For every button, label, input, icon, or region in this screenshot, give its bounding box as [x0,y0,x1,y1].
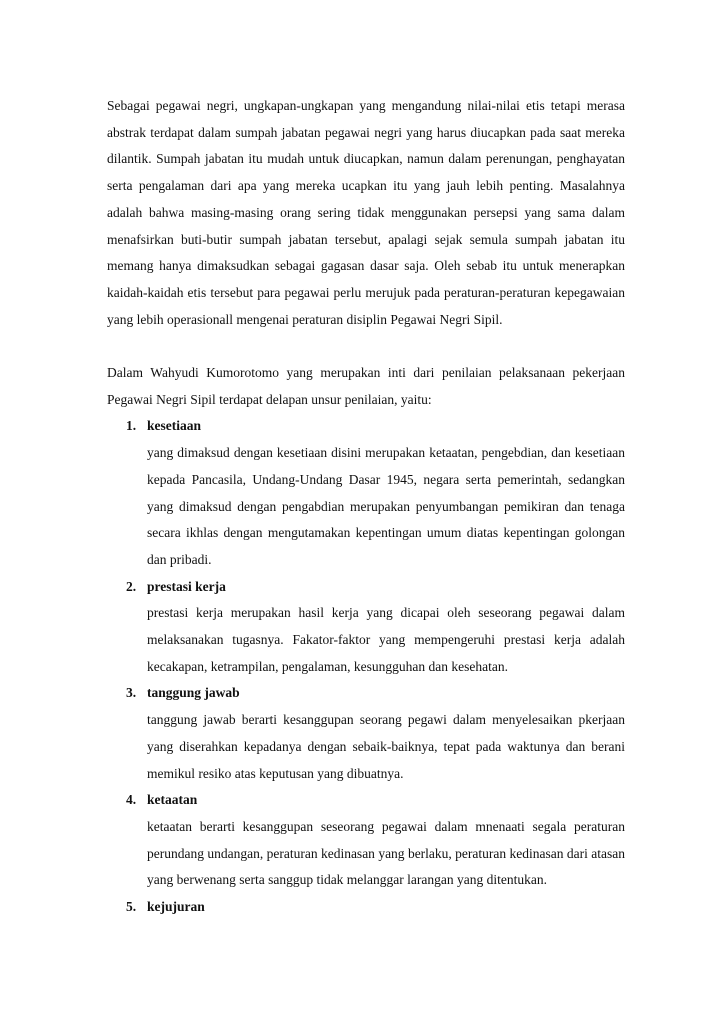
list-item [107,894,625,921]
item-title: prestasi kerja [147,578,226,594]
item-body: tanggung jawab berarti kesanggupan seorang pegawi dalam menyelesaikan pkerjaan yang diserahkan kepadanya dengan sebaik-baiknya, tepat pada waktunya dan berani memikul resiko atas keputusan yang dibuatnya. [147,712,625,781]
item-body: yang dimaksud dengan kesetiaan disini merupakan ketaatan, pengebdian, dan kesetiaan kepada Pancasila, Undang-Undang Dasar 1945, negara serta pemerintah, sedangkan yang dimaksud dengan pengabdian merupakan penyumbangan pemikiran dan tenaga secara ikhlas dengan mengutamakan kepentingan umum diatas kepentingan golongan dan pribadi. [147,445,625,567]
item-number: 5. [126,899,137,915]
paragraph-criteria-intro: Dalam Wahyudi Kumorotomo yang merupakan inti dari penilaian pelaksanaan pekerjaan Pegawai Negri Sipil terdapat delapan unsur penilaian, yaitu: [107,365,625,407]
list-item [107,574,625,681]
paragraph-intro: Sebagai pegawai negri, ungkapan-ungkapan yang mengandung nilai-nilai etis tetapi merasa abstrak terdapat dalam sumpah jabatan pegawai negri yang harus diucapkan pada saat mereka dilantik. Sumpah jabatan itu mudah untuk diucapkan, namun dalam perenungan, penghayatan serta pengalaman dari apa yang mereka ucapkan itu yang jauh lebih penting. Masalahnya adalah bahwa masing-masing orang sering tidak menggunakan persepsi yang sama dalam menafsirkan buti-butir sumpah jabatan tersebut, apalagi sejak semula sumpah jabatan itu memang hanya dimaksudkan sebagai gagasan dasar saja. Oleh sebab itu untuk menerapkan kaidah-kaidah etis tersebut para pegawai perlu merujuk pada peraturan-peraturan kepegawaian yang lebih operasionall mengenai peraturan disiplin Pegawai Negri Sipil. [107,98,625,327]
list-item [107,787,625,894]
list-item [107,680,625,787]
item-title: kejujuran [147,899,205,915]
item-title: ketaatan [147,792,198,808]
item-number: 4. [126,792,137,808]
criteria-list [107,413,625,920]
item-title: kesetiaan [147,418,201,434]
item-body: prestasi kerja merupakan hasil kerja yang dicapai oleh seseorang pegawai dalam melaksanakan tugasnya. Fakator-faktor yang mempengeruhi prestasi kerja adalah kecakapan, ketrampilan, pengalaman, kesungguhan dan kesehatan. [147,605,625,674]
paragraph-spacer [107,333,625,360]
document-page [107,93,625,921]
item-number: 2. [126,578,137,594]
item-body: ketaatan berarti kesanggupan seseorang pegawai dalam mnenaati segala peraturan perundang undangan, peraturan kedinasan yang berlaku, peraturan kedinasan dari atasan yang berwenang serta sanggup tidak melanggar larangan yang ditentukan. [147,818,625,888]
item-number: 3. [126,685,137,701]
item-title: tanggung jawab [147,685,240,701]
list-item [107,413,625,573]
item-number: 1. [126,418,137,434]
